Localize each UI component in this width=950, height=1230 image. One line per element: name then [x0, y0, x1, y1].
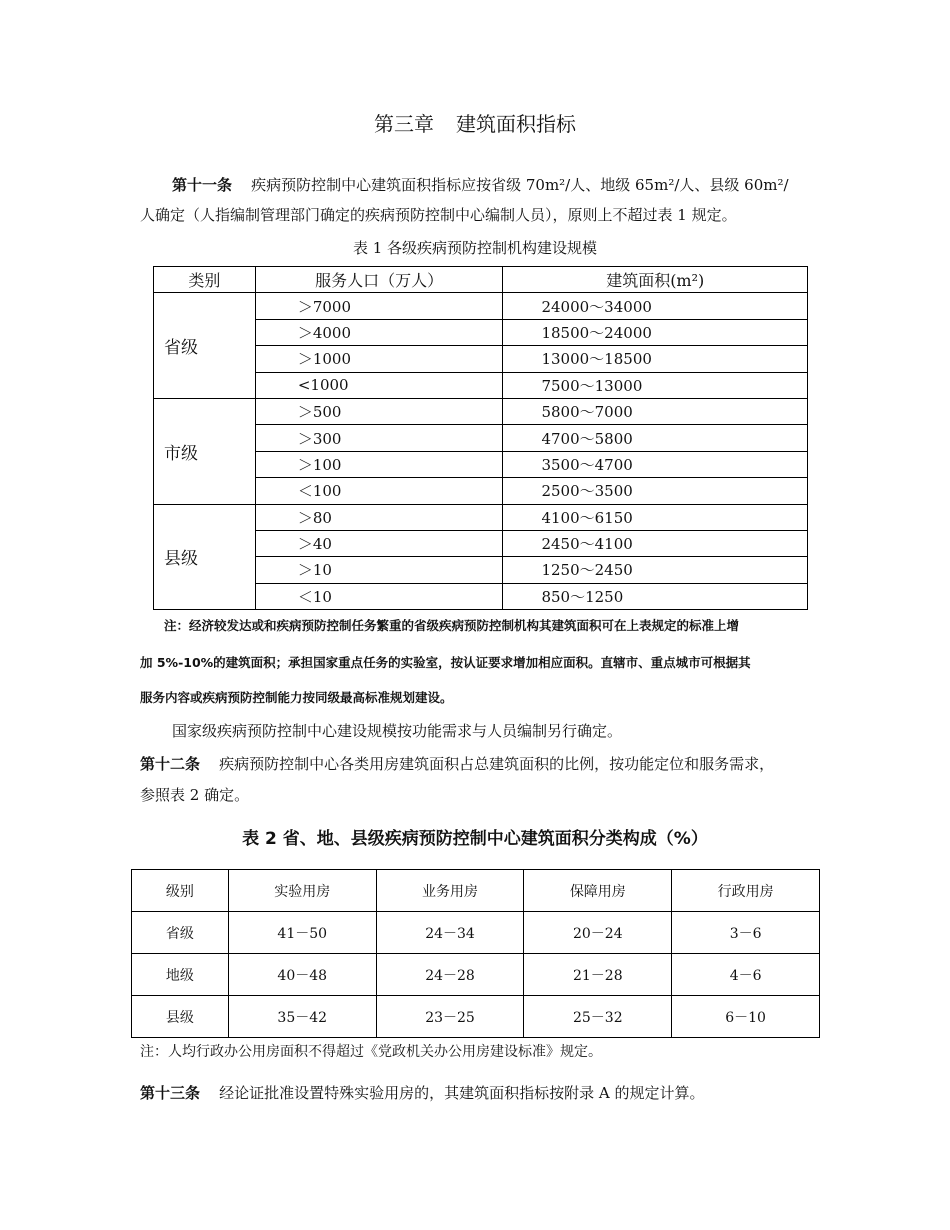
- article-13-label: 第十三条: [140, 1084, 201, 1102]
- national-paragraph: 国家级疾病预防控制中心建设规模按功能需求与人员编制另行确定。: [172, 722, 623, 740]
- article-12-line2: 参照表 2 确定。: [140, 786, 250, 804]
- table2-cell: 3－6: [672, 912, 820, 954]
- table2-cell: 35－42: [228, 996, 376, 1038]
- population-cell: ＞4000: [255, 319, 503, 345]
- article-11-line1: [172, 175, 789, 195]
- table2-cell: 县级: [132, 996, 229, 1038]
- table2-cell: 省级: [132, 912, 229, 954]
- area-cell: 850～1250: [503, 583, 808, 609]
- article-13: [140, 1083, 704, 1103]
- population-cell: ＞40: [255, 530, 503, 556]
- population-cell: ＞10: [255, 557, 503, 583]
- table2-cell: 40－48: [228, 954, 376, 996]
- table2-header-cell: 级别: [132, 870, 229, 912]
- area-cell: 13000～18500: [503, 346, 808, 372]
- area-cell: 5800～7000: [503, 398, 808, 424]
- table2-cell: 地级: [132, 954, 229, 996]
- article-12-text-1: 疾病预防控制中心各类用房建筑面积占总建筑面积的比例，按功能定位和服务需求，: [219, 755, 775, 773]
- table2-cell: 23－25: [376, 996, 524, 1038]
- level-cell: 县级: [154, 504, 256, 610]
- area-cell: 2500～3500: [503, 478, 808, 504]
- table2-cell: 4－6: [672, 954, 820, 996]
- table-row: [154, 398, 808, 424]
- table2-cell: 25－32: [524, 996, 672, 1038]
- table1-header-level: 类别: [154, 267, 256, 293]
- population-cell: <1000: [255, 372, 503, 398]
- table1-note-line3: 服务内容或疾病预防控制能力按同级最高标准规划建设。: [140, 690, 453, 705]
- table2-cell: 21－28: [524, 954, 672, 996]
- table2-cell: 20－24: [524, 912, 672, 954]
- chapter-title: 建筑面积指标: [456, 112, 576, 136]
- area-cell: 3500～4700: [503, 451, 808, 477]
- table2-cell: 6－10: [672, 996, 820, 1038]
- area-cell: 7500～13000: [503, 372, 808, 398]
- table2-caption: 表 2 省、地、县级疾病预防控制中心建筑面积分类构成（%）: [242, 829, 708, 849]
- population-cell: ＞1000: [255, 346, 503, 372]
- article-11-line2: 人确定（人指编制管理部门确定的疾病预防控制中心编制人员），原则上不超过表 1 规定。: [140, 206, 737, 224]
- table2-header-cell: 业务用房: [376, 870, 524, 912]
- table-row: [132, 996, 820, 1038]
- table-row: [154, 504, 808, 530]
- chapter-number: 第三章: [374, 112, 434, 136]
- level-cell: 省级: [154, 293, 256, 399]
- article-12-label: 第十二条: [140, 755, 201, 773]
- area-cell: 4700～5800: [503, 425, 808, 451]
- table1-note-line1: 注：经济较发达或和疾病预防控制任务繁重的省级疾病预防控制机构其建筑面积可在上表规定的标准上增: [164, 618, 740, 633]
- table-row: [154, 293, 808, 319]
- area-cell: 4100～6150: [503, 504, 808, 530]
- table2: [131, 869, 820, 1038]
- article-13-text: 经论证批准设置特殊实验用房的，其建筑面积指标按附录 A 的规定计算。: [219, 1084, 705, 1102]
- table-row: [132, 912, 820, 954]
- article-12-line1: [140, 754, 774, 774]
- table2-header-cell: 实验用房: [228, 870, 376, 912]
- table2-header-cell: 行政用房: [672, 870, 820, 912]
- table1-caption: 表 1 各级疾病预防控制机构建设规模: [352, 239, 598, 257]
- area-cell: 24000～34000: [503, 293, 808, 319]
- table-row: [132, 954, 820, 996]
- population-cell: ＞80: [255, 504, 503, 530]
- table2-cell: 24－28: [376, 954, 524, 996]
- chapter-heading: [0, 108, 950, 137]
- population-cell: ＞500: [255, 398, 503, 424]
- table2-note: 注：人均行政办公用房面积不得超过《党政机关办公用房建设标准》规定。: [140, 1044, 602, 1060]
- table1-header-row: [154, 267, 808, 293]
- population-cell: ＜10: [255, 583, 503, 609]
- population-cell: ＞300: [255, 425, 503, 451]
- table1: [153, 266, 808, 610]
- table2-cell: 24－34: [376, 912, 524, 954]
- table2-header-cell: 保障用房: [524, 870, 672, 912]
- population-cell: ＜100: [255, 478, 503, 504]
- table1-header-population: 服务人口（万人）: [255, 267, 503, 293]
- level-cell: 市级: [154, 398, 256, 504]
- area-cell: 1250～2450: [503, 557, 808, 583]
- article-11-label: 第十一条: [172, 176, 233, 194]
- table1-header-area: 建筑面积(m²): [503, 267, 808, 293]
- table2-cell: 41－50: [228, 912, 376, 954]
- article-11-text-1: 疾病预防控制中心建筑面积指标应按省级 70m²/人、地级 65m²/人、县级 60m²/: [251, 176, 789, 194]
- area-cell: 18500～24000: [503, 319, 808, 345]
- table1-note-line2: 加 5%-10%的建筑面积；承担国家重点任务的实验室，按认证要求增加相应面积。直辖市、重点城市可根据其: [140, 655, 751, 670]
- area-cell: 2450～4100: [503, 530, 808, 556]
- population-cell: ＞7000: [255, 293, 503, 319]
- population-cell: ＞100: [255, 451, 503, 477]
- table2-header-row: [132, 870, 820, 912]
